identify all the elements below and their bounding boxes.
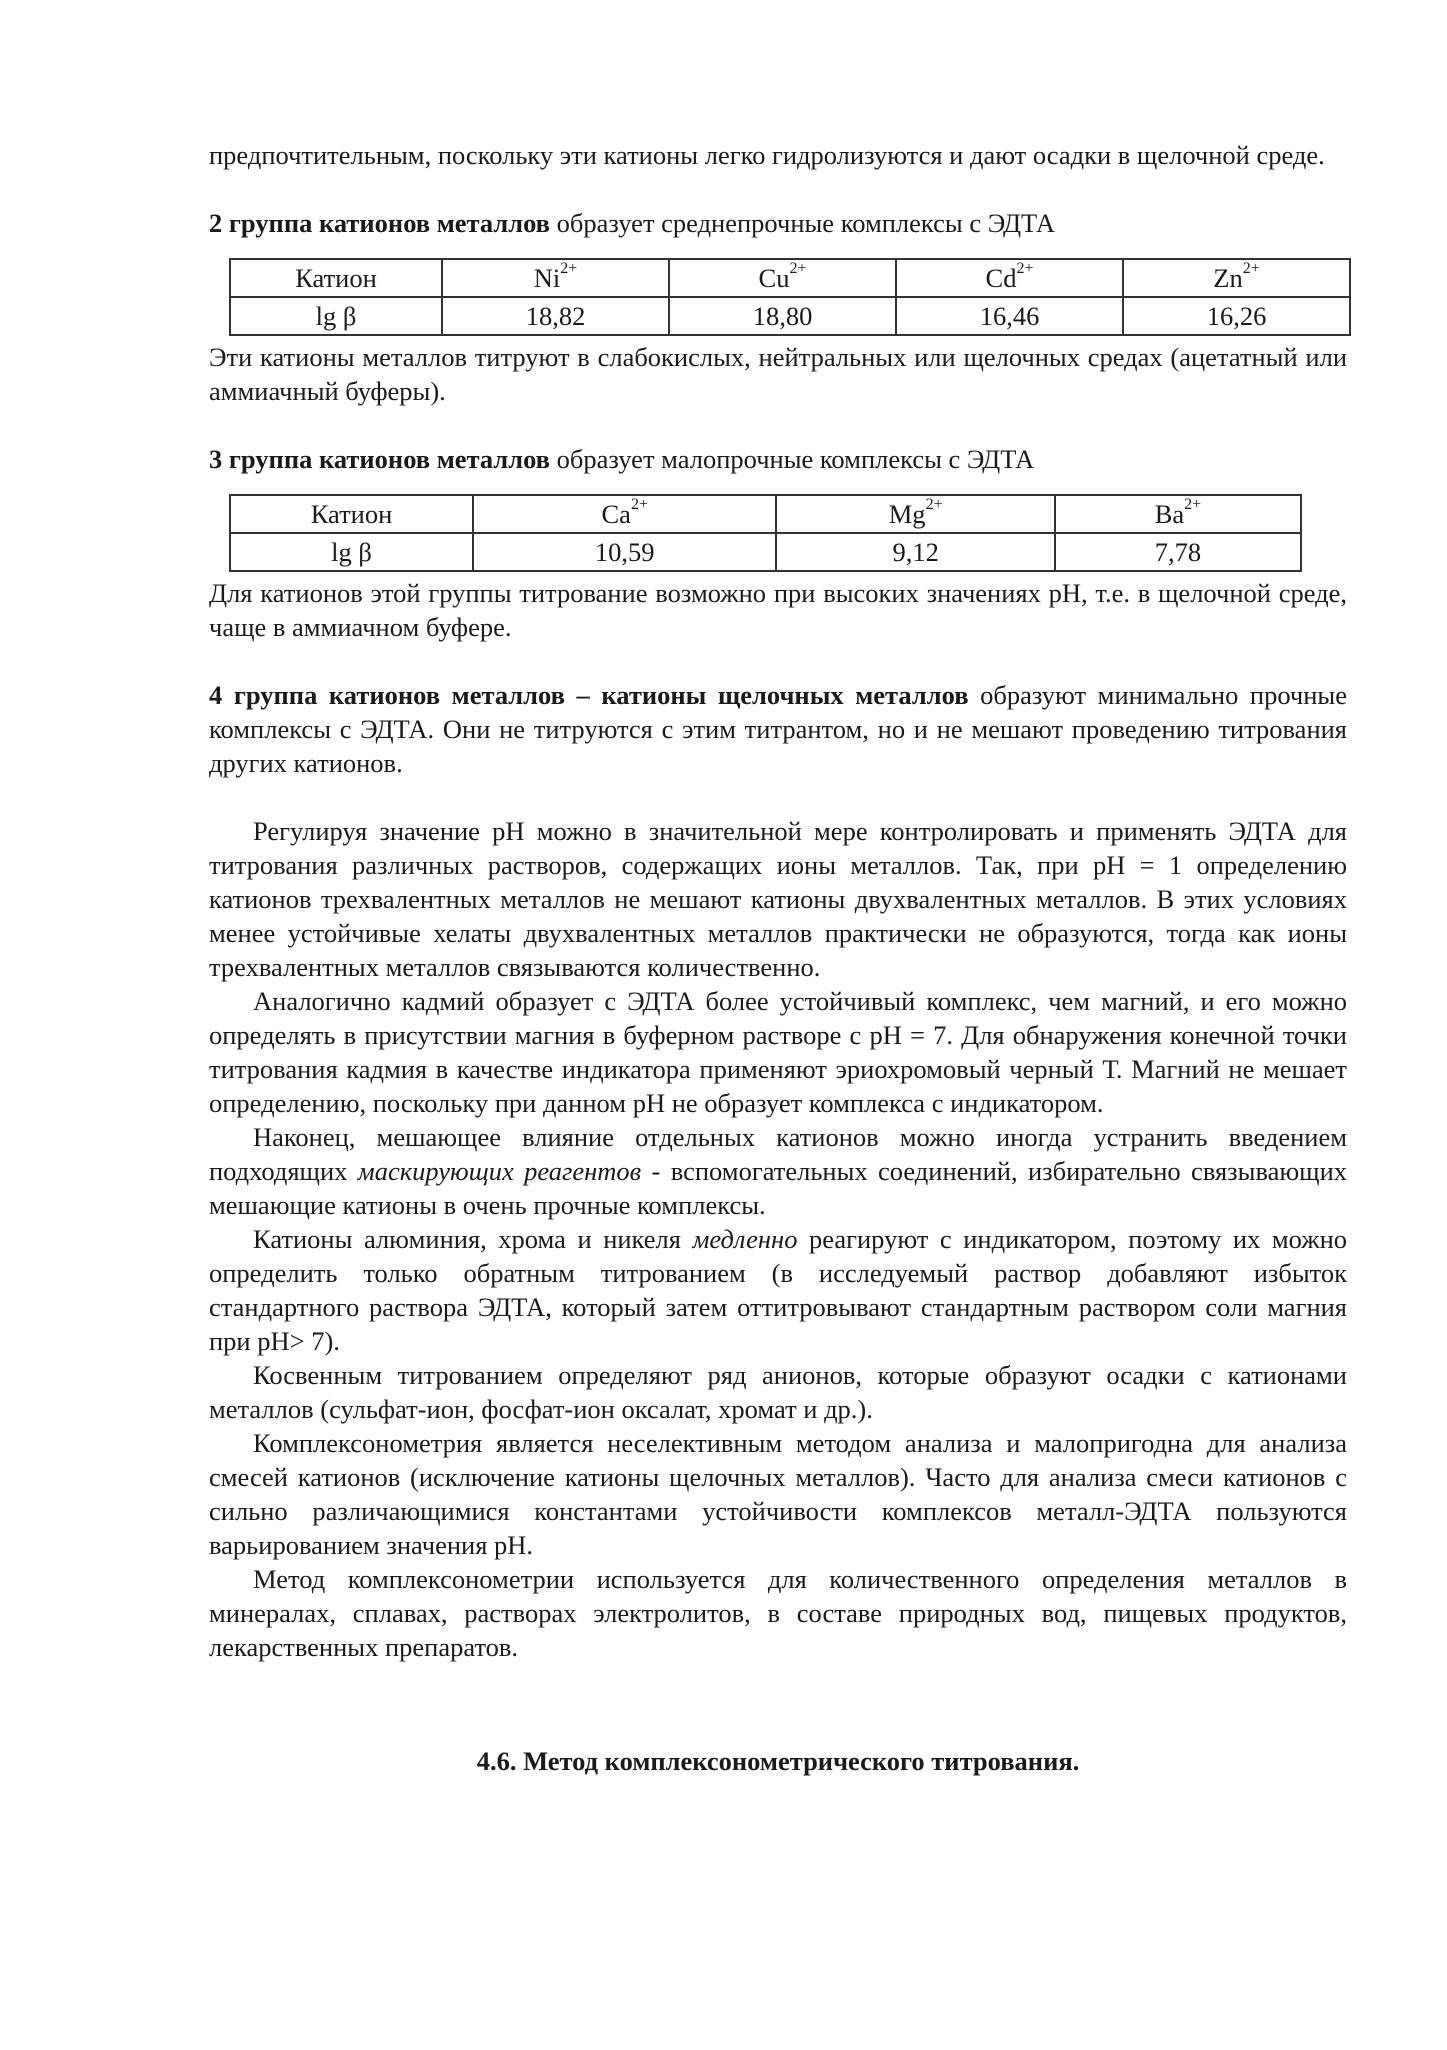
group2-table bbox=[229, 258, 1351, 336]
table-cell-value: 9,12 bbox=[776, 533, 1054, 571]
body-paragraph-applications: Метод комплексонометрии используется для количественного определения металлов в минералах, сплавах, растворах электролитов, в составе природных вод, пищевых продуктов, лекарственных препаратов. bbox=[209, 1564, 1347, 1662]
cation-symbol: Mg bbox=[888, 499, 926, 529]
intro-paragraph: предпочтительным, поскольку эти катионы легко гидролизуются и дают осадки в щелочной среде. bbox=[209, 140, 1325, 170]
cation-symbol: Ba bbox=[1154, 499, 1185, 529]
group3-title: 3 группа катионов металлов bbox=[209, 444, 550, 474]
table-row-label: lg β bbox=[230, 297, 442, 335]
cation-symbol: Cd bbox=[985, 263, 1017, 293]
group4-title: 4 группа катионов металлов – катионы щелочных металлов bbox=[209, 680, 969, 710]
section-heading: 4.6. Метод комплексонометрического титрования. bbox=[476, 1746, 1080, 1776]
body-paragraph-cadmium: Аналогично кадмий образует с ЭДТА более устойчивый комплекс, чем магний, и его можно определять в присутствии магния в буферном растворе с pH = 7. Для обнаружения конечной точки титрования кадмия в качестве индикатора применяют эриохромовый черный Т. Магний не мешает определению, поскольку при данном pH не образует комплекса с индикатором. bbox=[209, 986, 1347, 1118]
table-header-label: Катион bbox=[230, 259, 442, 297]
group2-title: 2 группа катионов металлов bbox=[209, 208, 550, 238]
table-row-label: lg β bbox=[230, 533, 473, 571]
group2-title-rest: образует среднепрочные комплексы с ЭДТА bbox=[550, 208, 1056, 238]
cation-symbol: Ni bbox=[533, 263, 561, 293]
table-cell-value: 16,46 bbox=[896, 297, 1123, 335]
group3-table bbox=[229, 494, 1302, 572]
table-row bbox=[230, 495, 1301, 533]
group4-text: образуют минимально прочные комплексы с ЭДТА. Они не титруются с этим титрантом, но и не мешают проведению титрования других катионов. bbox=[209, 680, 1347, 778]
group3-heading bbox=[209, 442, 1347, 476]
cation-charge: 2+ bbox=[630, 496, 648, 513]
table-cell-cation bbox=[776, 495, 1054, 533]
body-paragraph-indirect: Косвенным титрованием определяют ряд анионов, которые образуют осадки с катионами металлов (сульфат-ион, фосфат-ион оксалат, хромат и др.). bbox=[209, 1360, 1347, 1424]
table-row bbox=[230, 533, 1301, 571]
group3-title-rest: образует малопрочные комплексы с ЭДТА bbox=[550, 444, 1035, 474]
table-cell-cation bbox=[896, 259, 1123, 297]
cation-symbol: Cu bbox=[758, 263, 790, 293]
masking-text-end: - вспомогательных соединений, избирательно связывающих мешающие катионы в очень прочные комплексы. bbox=[209, 1156, 1348, 1220]
cation-charge: 2+ bbox=[789, 260, 807, 277]
table-row bbox=[230, 259, 1350, 297]
table-row bbox=[230, 297, 1350, 335]
cation-charge: 2+ bbox=[1016, 260, 1034, 277]
back-titration-text-start: Катионы алюминия, хрома и никеля bbox=[253, 1224, 693, 1254]
masking-text-start: Наконец, мешающее влияние отдельных катионов можно иногда устранить введением подходящих bbox=[209, 1122, 1347, 1186]
table-cell-value: 10,59 bbox=[473, 533, 776, 571]
masking-term: маскирующих реагентов bbox=[357, 1156, 642, 1186]
group4-paragraph bbox=[209, 678, 1347, 780]
table-cell-value: 18,80 bbox=[669, 297, 896, 335]
table-cell-value: 16,26 bbox=[1123, 297, 1350, 335]
table-cell-cation bbox=[442, 259, 669, 297]
table-cell-cation bbox=[669, 259, 896, 297]
cation-symbol: Zn bbox=[1213, 263, 1243, 293]
cation-symbol: Ca bbox=[601, 499, 631, 529]
table-cell-cation bbox=[1055, 495, 1301, 533]
group2-heading bbox=[209, 206, 1347, 240]
cation-charge: 2+ bbox=[925, 496, 943, 513]
cation-charge: 2+ bbox=[1242, 260, 1260, 277]
table-header-label: Катион bbox=[230, 495, 473, 533]
table-cell-cation bbox=[1123, 259, 1350, 297]
group3-note: Для катионов этой группы титрование возможно при высоких значениях pH, т.е. в щелочной среде, чаще в аммиачном буфере. bbox=[209, 578, 1347, 642]
body-paragraph-ph-control: Регулируя значение pH можно в значительной мере контролировать и применять ЭДТА для титрования различных растворов, содержащих ионы металлов. Так, при pH = 1 определению катионов трехвалентных металлов не мешают катионы двухвалентных металлов. В этих условиях менее устойчивые хелаты двухвалентных металлов практически не образуются, тогда как ионы трехвалентных металлов связываются количественно. bbox=[209, 816, 1347, 982]
cation-charge: 2+ bbox=[560, 260, 578, 277]
back-titration-text-end: реагируют с индикатором, поэтому их можно определить только обратным титрованием (в исследуемый раствор добавляют избыток стандартного раствора ЭДТА, который затем оттитровывают стандартным раствором соли магния при pH> 7). bbox=[209, 1224, 1347, 1356]
table-cell-value: 18,82 bbox=[442, 297, 669, 335]
slowly-term: медленно bbox=[692, 1224, 798, 1254]
group2-note: Эти катионы металлов титруют в слабокислых, нейтральных или щелочных средах (ацетатный или аммиачный буферы). bbox=[209, 342, 1347, 406]
body-paragraph-back-titration bbox=[209, 1222, 1347, 1358]
table-cell-value: 7,78 bbox=[1055, 533, 1301, 571]
cation-charge: 2+ bbox=[1184, 496, 1202, 513]
table-cell-cation bbox=[473, 495, 776, 533]
document-page bbox=[209, 138, 1347, 1778]
body-paragraph-nonselective: Комплексонометрия является неселективным методом анализа и малопригодна для анализа смесей катионов (исключение катионы щелочных металлов). Часто для анализа смеси катионов с сильно различающимися константами устойчивости комплексов металл-ЭДТА пользуются варьированием значения pH. bbox=[209, 1428, 1347, 1560]
body-paragraph-masking bbox=[209, 1120, 1347, 1222]
